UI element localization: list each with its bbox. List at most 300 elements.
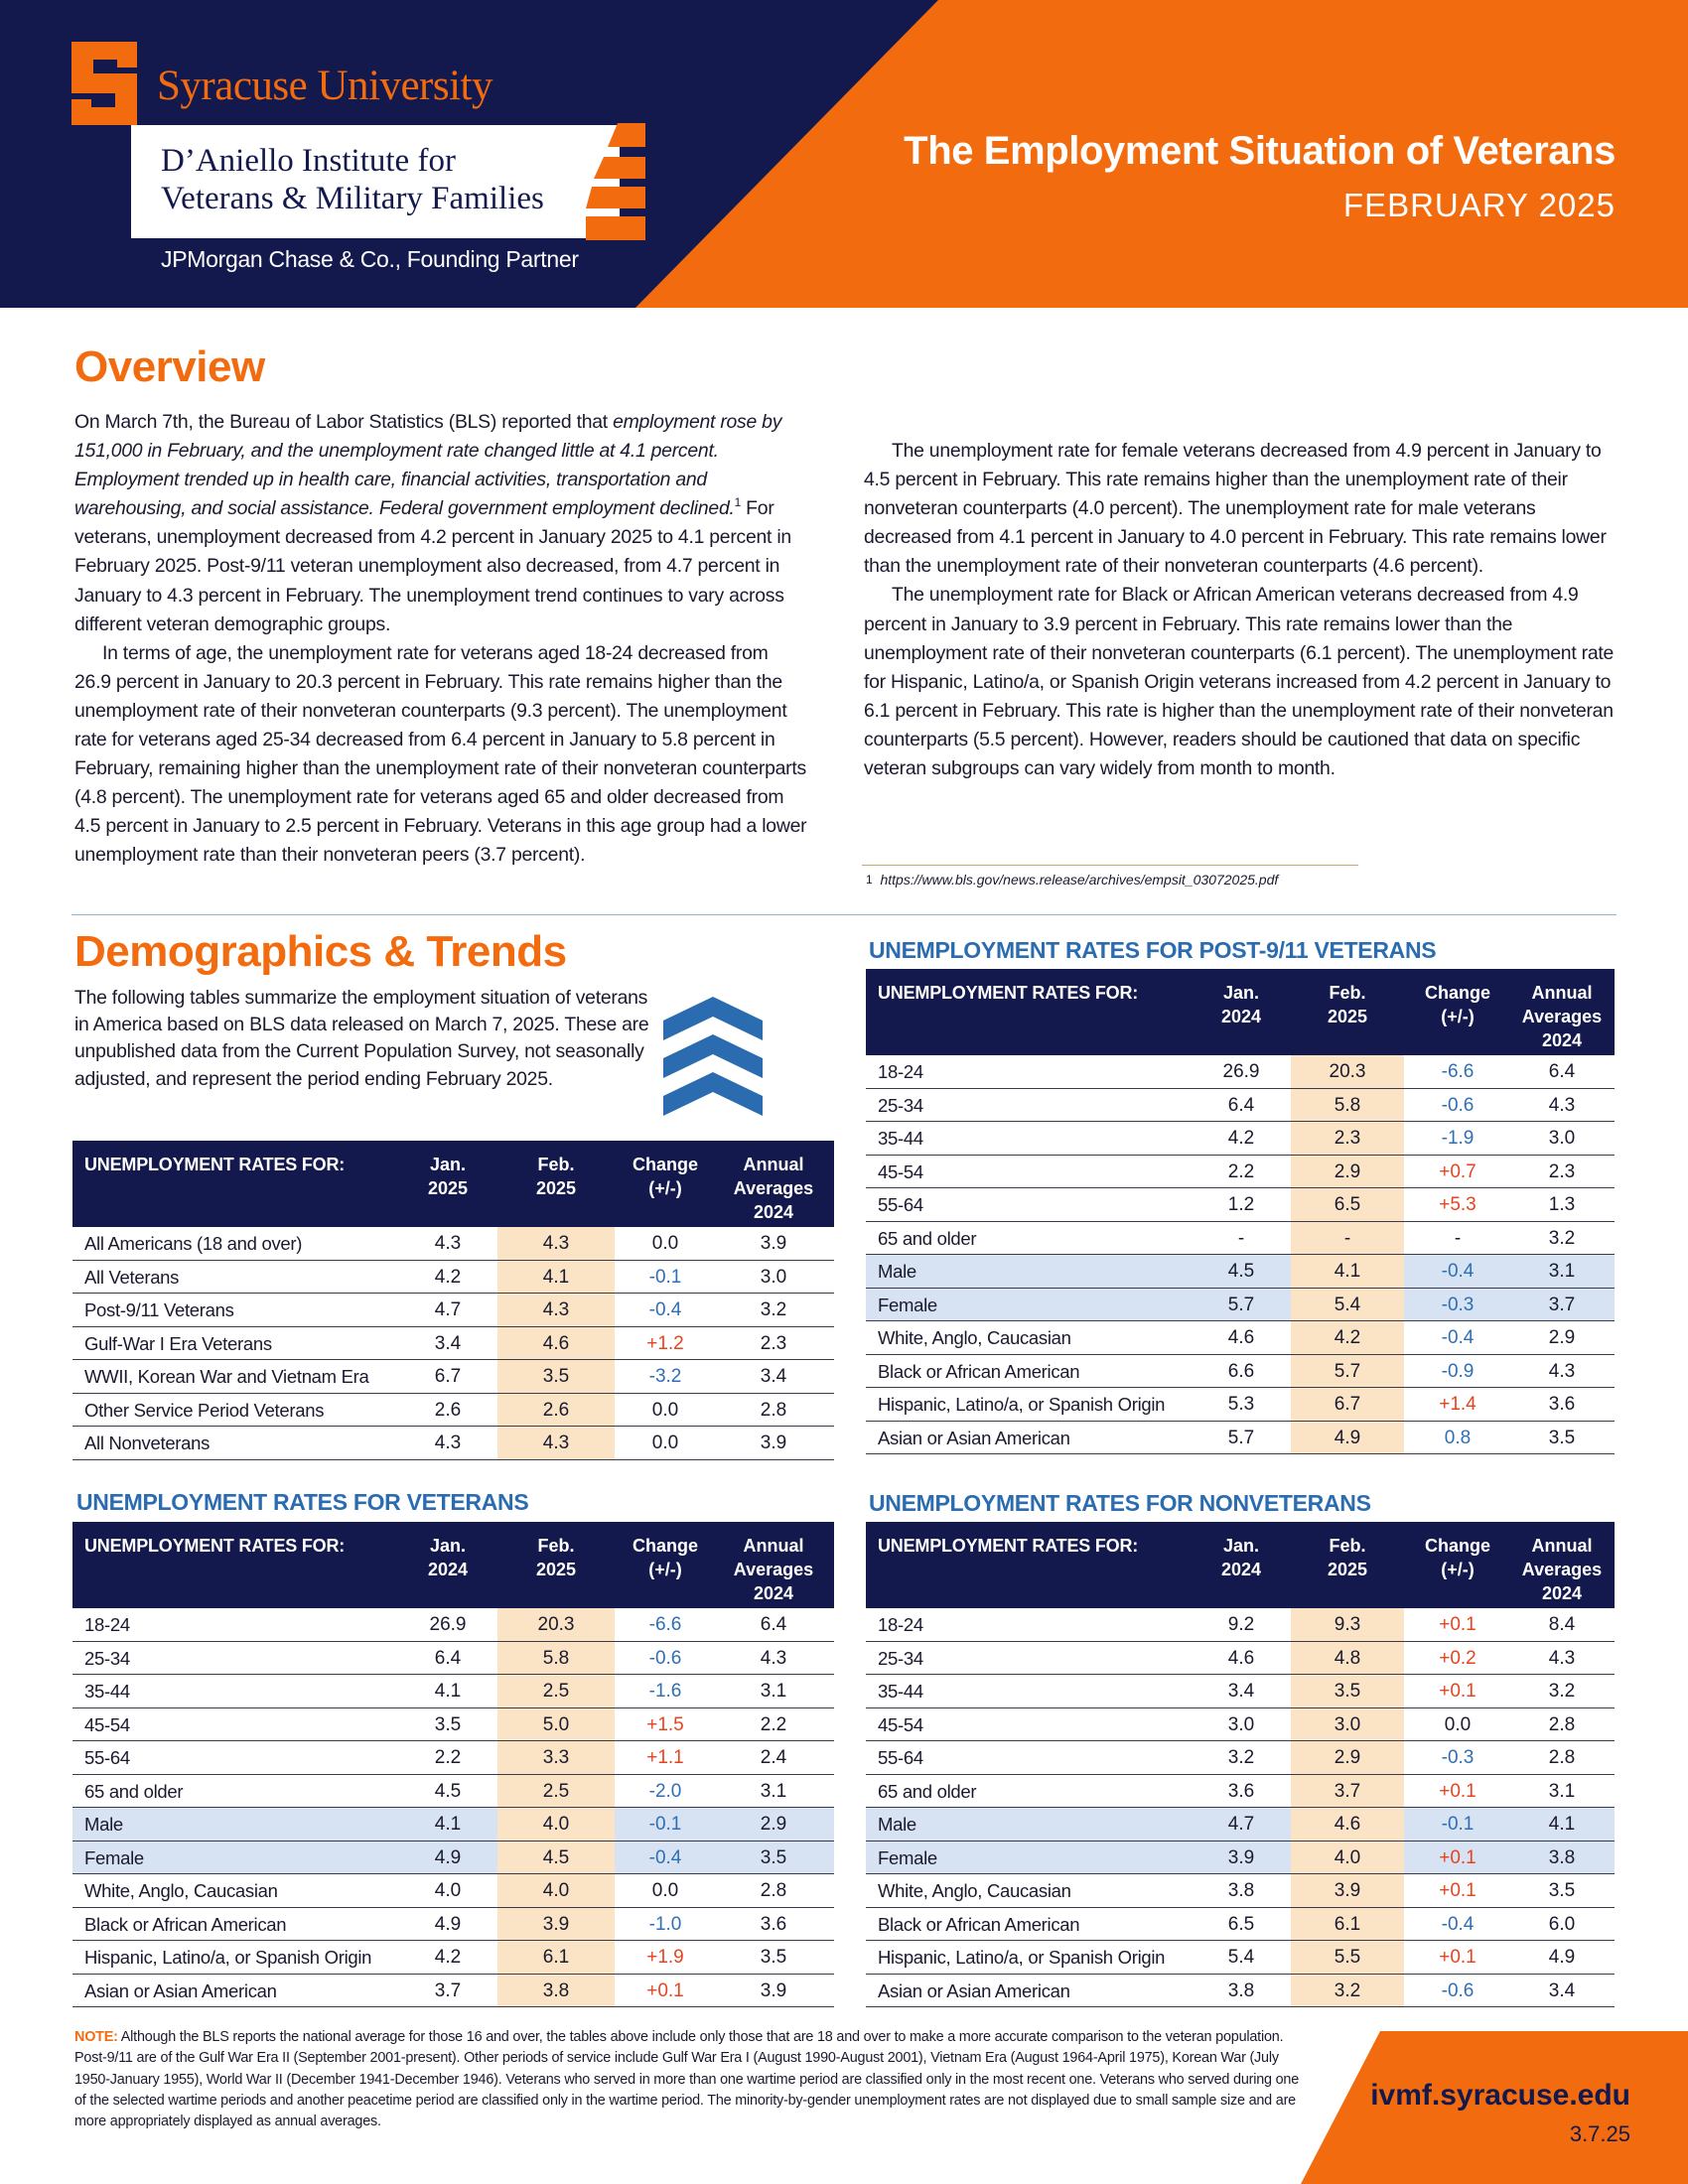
row-label: 45-54 [878,1713,923,1735]
row-label: White, Anglo, Caucasian [878,1880,1071,1901]
cell-avg: 6.4 [1548,1061,1576,1082]
cell-avg: 6.4 [760,1614,787,1635]
column-header: Jan. 2024 [1220,1536,1262,1579]
table-header [72,1522,834,1608]
row-label: Black or African American [878,1913,1080,1935]
cell-feb: 2.9 [1334,1160,1361,1182]
cell-chg: 0.0 [1444,1713,1472,1735]
cell-jan: 4.3 [434,1233,462,1254]
cell-avg: 3.1 [1548,1780,1576,1802]
table-header-label: UNEMPLOYMENT RATES FOR: [84,1155,346,1174]
row-label: 65 and older [84,1780,184,1802]
table-row [866,1874,1615,1908]
cell-jan: 3.4 [1227,1681,1255,1702]
cell-chg: +0.2 [1439,1647,1477,1669]
cell-jan: 4.1 [434,1814,462,1835]
column-header: Annual Averages 2024 [733,1155,814,1222]
cell-jan: 3.9 [1227,1846,1255,1868]
column-header: Jan. 2024 [1220,983,1262,1026]
cell-chg: +5.3 [1439,1194,1477,1215]
publication-date: 3.7.25 [1569,2121,1630,2146]
founding-partner: JPMorgan Chase & Co., Founding Partner [161,246,579,272]
cell-feb: 5.5 [1334,1947,1361,1968]
cell-chg: -6.6 [648,1614,682,1635]
cell-jan: 4.2 [434,1947,462,1968]
cell-feb: 3.7 [1334,1780,1361,1802]
document-subtitle: FEBRUARY 2025 [1342,187,1616,223]
cell-feb: 4.2 [1334,1327,1361,1348]
table-row [866,1222,1615,1256]
cell-avg: 4.3 [1548,1094,1576,1116]
table-row [72,1675,834,1708]
website-link[interactable]: ivmf.syracuse.edu [1370,2079,1630,2112]
overview-paragraph-4: The unemployment rate for Black or African American veterans decreased from 4.9 percent in January to 3.9 percent in February. This rate remains lower than the unemployment rate of their nonveteran counterparts (6.1 percent). The unemployment rate for Hispanic, Latino/a, or Spanish Origin veterans increased from 4.2 percent in January to 6.1 percent in February. This rate is higher than the unemployment rate of their nonveteran counterparts (5.5 percent). However, readers should be cautioned that data on specific veteran subgroups can vary widely from month to month. [864,584,1615,780]
row-label: 35-44 [84,1681,130,1702]
cell-feb: 4.8 [1334,1647,1361,1669]
cell-chg: +0.1 [1439,1947,1477,1968]
table-header [866,969,1615,1055]
cell-feb: 4.0 [1334,1846,1361,1868]
cell-jan: 4.9 [434,1846,462,1868]
cell-jan: 3.7 [434,1979,462,2001]
row-label: Other Service Period Veterans [84,1399,325,1421]
column-header: Feb. 2025 [1327,1536,1368,1579]
row-label: Hispanic, Latino/a, or Spanish Origin [878,1947,1166,1968]
cell-feb: 6.1 [542,1947,570,1968]
cell-chg: 0.0 [651,1880,679,1901]
cell-jan: 3.8 [1227,1979,1255,2001]
row-label: 25-34 [878,1647,923,1669]
cell-jan: 4.5 [1227,1261,1255,1282]
cell-chg: -0.4 [648,1299,682,1320]
cell-feb: 20.3 [537,1614,575,1635]
table-row [866,1122,1615,1156]
cell-chg: +0.1 [1439,1681,1477,1702]
row-label: Post-9/11 Veterans [84,1299,234,1320]
cell-chg: -0.3 [1441,1747,1475,1768]
cell-feb: 3.5 [542,1366,570,1387]
row-label: All Americans (18 and over) [84,1233,303,1254]
cell-feb: 4.3 [542,1233,570,1254]
row-label: 35-44 [878,1128,923,1149]
table-row [72,1327,834,1361]
cell-jan: 9.2 [1227,1614,1255,1635]
cell-chg: -0.6 [1441,1094,1475,1116]
cell-jan: 2.2 [1227,1160,1255,1182]
row-label: All Nonveterans [84,1433,211,1453]
cell-chg: -0.9 [1441,1360,1475,1382]
cell-feb: 3.8 [542,1979,570,2001]
footnote-divider [862,865,1358,866]
cell-jan: 4.7 [1227,1814,1255,1835]
column-header: Feb. 2025 [535,1536,577,1579]
row-label: WWII, Korean War and Vietnam Era [84,1366,369,1387]
nonveterans-unemployment-table [866,1522,1615,2007]
row-label: Black or African American [84,1913,287,1935]
cell-jan: 4.3 [434,1433,462,1453]
table-header [866,1522,1615,1608]
table-header [72,1141,834,1227]
cell-avg: 3.9 [760,1979,787,2001]
row-label: Hispanic, Latino/a, or Spanish Origin [878,1394,1166,1415]
cell-avg: 3.6 [760,1913,787,1935]
demographics-heading: Demographics & Trends [74,927,567,976]
row-label: Female [878,1294,937,1315]
cell-feb: - [1343,1227,1351,1249]
cell-chg: -1.9 [1441,1128,1475,1149]
cell-avg: 4.3 [1548,1647,1576,1669]
row-label: 25-34 [878,1094,923,1116]
summary-unemployment-table [72,1141,834,1460]
cell-chg: +1.2 [646,1332,684,1354]
cell-chg: -0.4 [1441,1261,1475,1282]
table-row [72,1642,834,1676]
row-label: 65 and older [878,1227,977,1249]
table-row [72,1975,834,2008]
table-row [866,1289,1615,1322]
institute-name-line2: Veterans & Military Families [161,181,544,216]
cell-feb: 5.0 [542,1713,570,1735]
cell-feb: 9.3 [1334,1614,1361,1635]
cell-chg: 0.0 [651,1233,679,1254]
cell-jan: 26.9 [1222,1061,1260,1082]
cell-jan: 6.4 [1227,1094,1255,1116]
cell-jan: 2.2 [434,1747,462,1768]
cell-chg: -0.4 [648,1846,682,1868]
footnote-link[interactable]: https://www.bls.gov/news.release/archives/empsit_03072025.pdf [880,872,1279,887]
cell-jan: 4.2 [1227,1128,1255,1149]
column-header: Jan. 2025 [427,1155,469,1198]
table-row [866,1156,1615,1189]
cell-feb: 4.5 [542,1846,570,1868]
row-label: All Veterans [84,1266,180,1288]
cell-jan: 6.4 [434,1647,462,1669]
cell-feb: 6.1 [1334,1913,1361,1935]
veterans-table-title: UNEMPLOYMENT RATES FOR VETERANS [76,1489,529,1515]
cell-avg: 2.8 [760,1880,787,1901]
veterans-unemployment-table [72,1522,834,2007]
cell-jan: 3.5 [434,1713,462,1735]
cell-chg: +0.7 [1439,1160,1477,1182]
column-header: Change (+/-) [632,1536,698,1579]
cell-avg: 2.8 [1548,1713,1576,1735]
cell-avg: 3.6 [1548,1394,1576,1415]
cell-chg: +0.1 [1439,1614,1477,1635]
cell-chg: -0.1 [648,1814,682,1835]
cell-avg: 3.2 [1548,1227,1576,1249]
cell-chg: - [1454,1227,1462,1249]
cell-feb: 2.5 [542,1780,570,1802]
cell-jan: 5.4 [1227,1947,1255,1968]
row-label: White, Anglo, Caucasian [84,1880,278,1901]
column-header: Annual Averages 2024 [733,1536,814,1603]
cell-avg: 8.4 [1548,1614,1576,1635]
cell-chg: +1.1 [646,1747,684,1768]
cell-feb: 5.8 [542,1647,570,1669]
cell-feb: 4.1 [1334,1261,1361,1282]
cell-feb: 6.7 [1334,1394,1361,1415]
university-name: Syracuse University [157,63,493,109]
cell-avg: 3.4 [760,1366,787,1387]
cell-feb: 2.6 [542,1399,570,1421]
table-row [866,1321,1615,1355]
cell-jan: 5.7 [1227,1427,1255,1448]
institute-name-box [131,125,620,238]
cell-jan: - [1237,1227,1245,1249]
cell-avg: 4.9 [1548,1947,1576,1968]
cell-avg: 3.5 [760,1846,787,1868]
row-label: 55-64 [84,1747,130,1768]
cell-jan: 5.3 [1227,1394,1255,1415]
document-title: The Employment Situation of Veterans [904,129,1616,173]
row-label: Gulf-War I Era Veterans [84,1332,272,1354]
cell-avg: 2.2 [760,1713,787,1735]
cell-feb: 4.3 [542,1299,570,1320]
table-row [866,1908,1615,1942]
column-header: Annual Averages 2024 [1521,1536,1603,1603]
cell-avg: 2.9 [1548,1327,1576,1348]
cell-jan: 3.2 [1227,1747,1255,1768]
table-row [866,1422,1615,1455]
table-row [866,1608,1615,1642]
cell-chg: +0.1 [1439,1880,1477,1901]
cell-jan: 26.9 [429,1614,467,1635]
cell-avg: 4.1 [1548,1814,1576,1835]
cell-chg: -0.4 [1441,1327,1475,1348]
cell-feb: 3.0 [1334,1713,1361,1735]
row-label: 25-34 [84,1647,130,1669]
cell-jan: 6.7 [434,1366,462,1387]
cell-jan: 6.6 [1227,1360,1255,1382]
cell-chg: +0.1 [1439,1780,1477,1802]
table-header-label: UNEMPLOYMENT RATES FOR: [878,1536,1139,1556]
cell-jan: 3.4 [434,1332,462,1354]
row-label: Male [84,1814,123,1835]
cell-avg: 3.9 [760,1433,787,1453]
table-row [866,1355,1615,1389]
cell-feb: 3.3 [542,1747,570,1768]
cell-feb: 20.3 [1329,1061,1366,1082]
cell-jan: 4.5 [434,1780,462,1802]
table-row [866,1741,1615,1775]
row-label: 55-64 [878,1747,923,1768]
table-row [866,1055,1615,1089]
cell-chg: -1.0 [648,1913,682,1935]
row-label: Female [84,1846,144,1868]
demographics-intro: The following tables summarize the employment situation of veterans in America based on BLS data released on March 7, 2025. These are unpublished data from the Current Population Survey, not seasonally adjusted, and represent the period ending February 2025. [74,987,649,1090]
table-row [866,1808,1615,1842]
cell-feb: 2.5 [542,1681,570,1702]
table-row [72,1227,834,1261]
cell-avg: 2.9 [760,1814,787,1835]
column-header: Change (+/-) [632,1155,698,1198]
cell-avg: 4.3 [760,1647,787,1669]
table-row [866,1089,1615,1123]
table-row [866,1642,1615,1676]
cell-chg: -1.6 [648,1681,682,1702]
cell-jan: 3.0 [1227,1713,1255,1735]
table-row [72,1708,834,1742]
cell-feb: 4.6 [542,1332,570,1354]
syracuse-s-logo-icon [71,42,137,125]
cell-feb: 3.2 [1334,1979,1361,2001]
row-label: 18-24 [878,1061,923,1082]
cell-chg: +0.1 [646,1979,684,2001]
overview-heading: Overview [74,342,265,391]
cell-chg: -0.6 [648,1647,682,1669]
cell-avg: 3.0 [760,1266,787,1288]
column-header: Feb. 2025 [535,1155,577,1198]
cell-avg: 3.1 [760,1780,787,1802]
cell-feb: 3.9 [542,1913,570,1935]
section-divider [71,914,1617,915]
cell-chg: 0.8 [1444,1427,1472,1448]
row-label: 35-44 [878,1681,923,1702]
cell-avg: 2.3 [1548,1160,1576,1182]
table-row [866,1975,1615,2008]
table-row [72,1294,834,1327]
cell-avg: 2.3 [760,1332,787,1354]
cell-feb: 6.5 [1334,1194,1361,1215]
row-label: White, Anglo, Caucasian [878,1327,1071,1348]
table-row [866,1188,1615,1222]
cell-chg: -3.2 [648,1366,682,1387]
cell-chg: -0.4 [1441,1913,1475,1935]
cell-feb: 4.1 [542,1266,570,1288]
overview-column-left [74,408,807,871]
table-row [72,1808,834,1842]
methodology-note: NOTE: Although the BLS reports the national average for those 16 and over, the tables above include only those that are 18 and over to make a more accurate comparison to the veteran population. Post-9/11 are of the Gulf War Era II (September 2001-present). Other periods of service include Gulf War Era I (August 1990-August 2001), Vietnam Era (August 1964-April 1975), Korean War (July 1950-January 1955), World War II (December 1941-December 1946). Veterans who served in more than one wartime period are classified only in the most recent one. Veterans who served during one of the selected wartime periods and another peacetime period are classified only in the wartime period. The minority-by-gender unemployment rates are not displayed due to small sample size and are more appropriately displayed as annual averages. [74,2029,1300,2130]
table-row [72,1941,834,1975]
row-label: Asian or Asian American [84,1979,277,2001]
table-row [72,1261,834,1295]
table-row [72,1394,834,1428]
row-label: Male [878,1814,916,1835]
cell-avg: 2.8 [760,1399,787,1421]
cell-avg: 3.5 [1548,1427,1576,1448]
cell-feb: 2.9 [1334,1747,1361,1768]
cell-feb: 4.6 [1334,1814,1361,1835]
table-row [866,1775,1615,1809]
institute-name-line1: D’Aniello Institute for [161,143,456,179]
cell-jan: 4.0 [434,1880,462,1901]
cell-jan: 4.6 [1227,1647,1255,1669]
cell-feb: 5.7 [1334,1360,1361,1382]
cell-avg: 3.9 [760,1233,787,1254]
cell-avg: 2.4 [760,1747,787,1768]
row-label: Male [878,1261,916,1282]
column-header: Annual Averages 2024 [1521,983,1603,1050]
overview-paragraph-1: On March 7th, the Bureau of Labor Statistics (BLS) reported that employment rose by 151,000 in February, and the unemployment rate changed little at 4.1 percent. Employment trended up in health care, financial activities, transportation and warehousing, and social assistance. Federal government employment declined.$^1$ For veterans, unemployment decreased from 4.2 percent in January 2025 to 4.1 percent in February 2025. Post-9/11 veteran unemployment also decreased, from 4.7 percent in January to 4.3 percent in February. The unemployment trend continues to vary across different veteran demographic groups. [74,411,791,635]
column-header: Jan. 2024 [427,1536,469,1579]
cell-feb: 3.9 [1334,1880,1361,1901]
row-label: Hispanic, Latino/a, or Spanish Origin [84,1947,372,1968]
cell-avg: 3.1 [1548,1261,1576,1282]
cell-feb: 5.4 [1334,1294,1361,1315]
cell-avg: 6.0 [1548,1913,1576,1935]
cell-avg: 3.8 [1548,1846,1576,1868]
cell-avg: 3.2 [760,1299,787,1320]
cell-jan: 4.2 [434,1266,462,1288]
post911-table-title: UNEMPLOYMENT RATES FOR POST-9/11 VETERANS [869,937,1437,963]
cell-avg: 3.5 [760,1947,787,1968]
chevron-up-stack-icon [663,997,763,1118]
column-header: Change (+/-) [1424,983,1490,1026]
cell-chg: +1.9 [646,1947,684,1968]
table-row [72,1775,834,1809]
table-row [72,1874,834,1908]
cell-chg: +1.4 [1439,1394,1477,1415]
cell-avg: 4.3 [1548,1360,1576,1382]
row-label: 45-54 [878,1160,923,1182]
ivmf-e-mark-icon [586,123,645,240]
table-row [72,1741,834,1775]
table-row [72,1842,834,1875]
cell-avg: 3.4 [1548,1979,1576,2001]
table-header-label: UNEMPLOYMENT RATES FOR: [878,983,1139,1003]
cell-feb: 4.9 [1334,1427,1361,1448]
cell-chg: -2.0 [648,1780,682,1802]
cell-feb: 5.8 [1334,1094,1361,1116]
cell-avg: 2.8 [1548,1747,1576,1768]
cell-chg: 0.0 [651,1399,679,1421]
cell-avg: 3.5 [1548,1880,1576,1901]
cell-jan: 5.7 [1227,1294,1255,1315]
cell-avg: 3.1 [760,1681,787,1702]
cell-feb: 4.3 [542,1433,570,1453]
column-header: Change (+/-) [1424,1536,1490,1579]
overview-paragraph-3: The unemployment rate for female veterans decreased from 4.9 percent in January to 4.5 percent in February. This rate remains higher than the unemployment rate of their nonveteran counterparts (4.0 percent). The unemployment rate for male veterans decreased from 4.1 percent in January to 4.0 percent in February. This rate remains lower than the unemployment rate of their nonveteran counterparts (4.6 percent). [864,440,1607,578]
table-row [866,1255,1615,1289]
overview-column-right [864,437,1617,783]
cell-chg: -0.3 [1441,1294,1475,1315]
row-label: Asian or Asian American [878,1427,1070,1448]
table-row [72,1608,834,1642]
row-label: Female [878,1846,937,1868]
table-row [866,1708,1615,1742]
table-row [72,1908,834,1942]
cell-chg: -0.1 [648,1266,682,1288]
row-label: 65 and older [878,1780,977,1802]
cell-avg: 1.3 [1548,1194,1576,1215]
row-label: 55-64 [878,1194,923,1215]
column-header: Feb. 2025 [1327,983,1368,1026]
footnote: $^1$ https://www.bls.gov/news.release/archives/empsit_03072025.pdf [866,872,1279,887]
row-label: 45-54 [84,1713,130,1735]
table-row [72,1360,834,1394]
table-row [866,1388,1615,1422]
row-label: Black or African American [878,1360,1080,1382]
row-label: Asian or Asian American [878,1979,1070,2001]
table-header-label: UNEMPLOYMENT RATES FOR: [84,1536,346,1556]
cell-jan: 1.2 [1227,1194,1255,1215]
overview-paragraph-2: In terms of age, the unemployment rate for veterans aged 18-24 decreased from 26.9 percent in January to 20.3 percent in February. This rate remains higher than the unemployment rate of their nonveteran counterparts (9.3 percent). The unemployment rate for veterans aged 25-34 decreased from 6.4 percent in January to 5.8 percent in February, remaining higher than the unemployment rate of their nonveteran counterparts (4.8 percent). The unemployment rate for veterans aged 65 and older decreased from 4.5 percent in January to 2.5 percent in February. Veterans in this age group had a lower unemployment rate than their nonveteran peers (3.7 percent). [74,641,807,867]
cell-chg: +0.1 [1439,1846,1477,1868]
row-label: 18-24 [878,1614,923,1635]
table-row [866,1675,1615,1708]
cell-jan: 4.7 [434,1299,462,1320]
cell-chg: +1.5 [646,1713,684,1735]
cell-jan: 3.8 [1227,1880,1255,1901]
cell-jan: 3.6 [1227,1780,1255,1802]
cell-avg: 3.2 [1548,1681,1576,1702]
cell-jan: 4.6 [1227,1327,1255,1348]
cell-chg: -0.6 [1441,1979,1475,2001]
table-row [72,1427,834,1460]
cell-jan: 2.6 [434,1399,462,1421]
table-row [866,1941,1615,1975]
cell-jan: 6.5 [1227,1913,1255,1935]
